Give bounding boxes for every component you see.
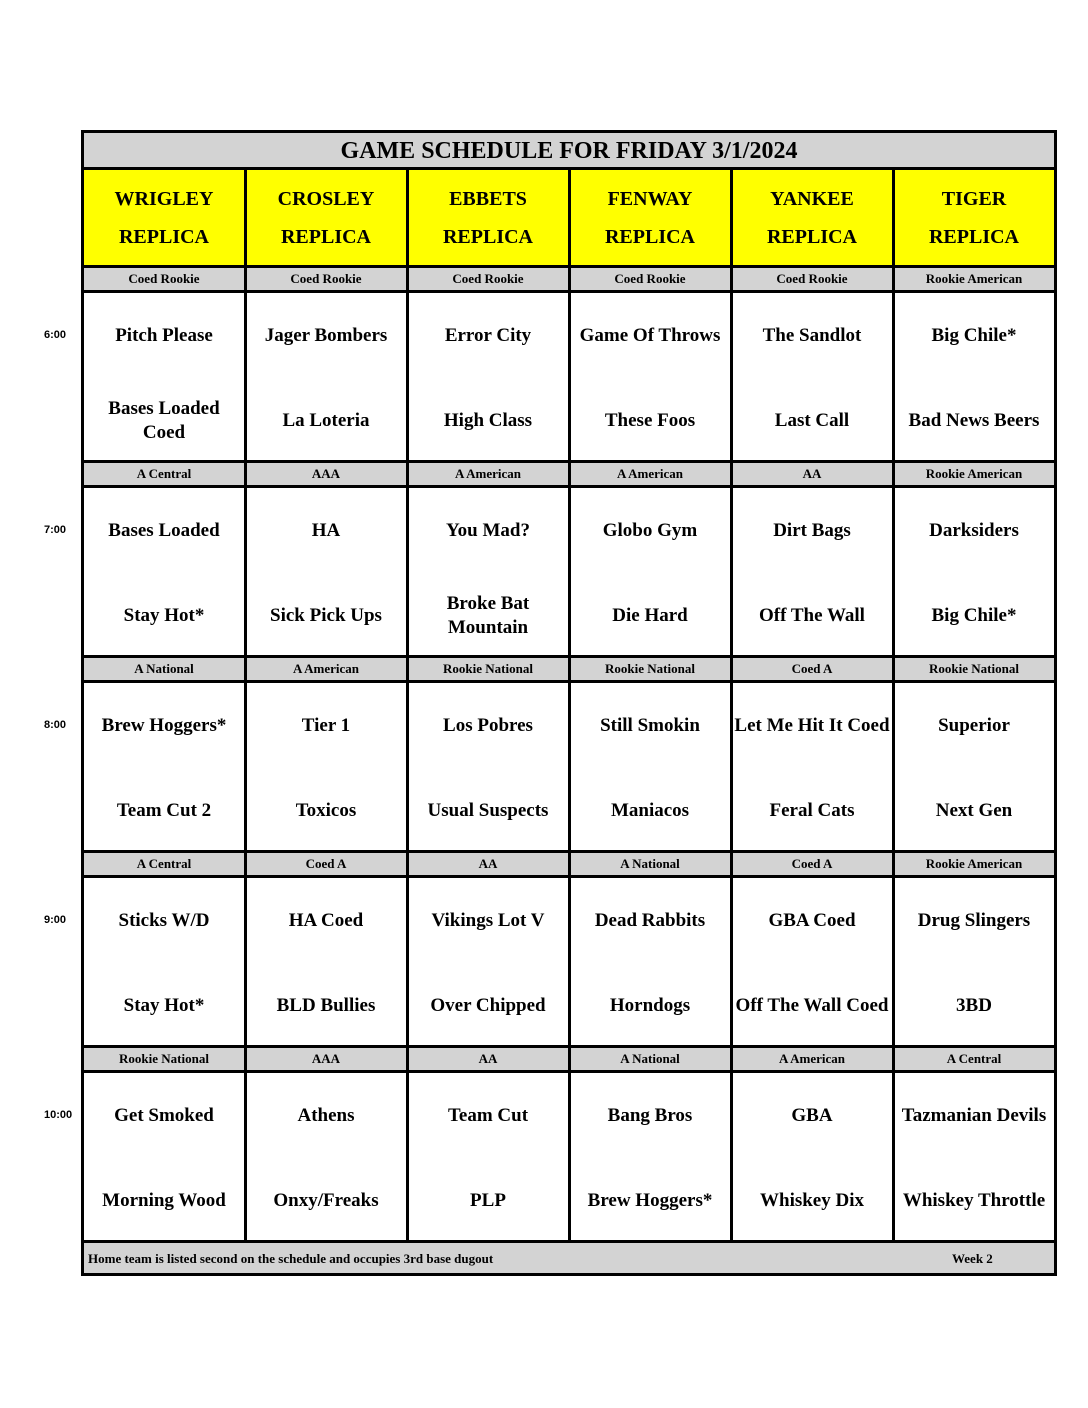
division-label: Coed Rookie [408,268,568,290]
division-label: Rookie American [894,463,1054,485]
home-team: Over Chipped [430,994,546,1016]
division-label: Coed A [732,658,892,680]
home-team: Toxicos [295,799,357,821]
time-label: 9:00 [44,914,67,926]
home-team: Next Gen [935,799,1013,821]
division-label: AA [408,1048,568,1070]
field-subtitle: REPLICA [442,225,533,248]
division-label: Rookie National [408,658,568,680]
away-team: Let Me Hit It Coed [734,714,890,736]
division-label: A American [246,658,406,680]
away-team: GBA Coed [768,909,856,931]
away-team: Drug Slingers [917,909,1031,931]
schedule-title: GAME SCHEDULE FOR FRIDAY 3/1/2024 [84,133,1054,170]
home-team: Die Hard [612,604,688,626]
division-label: A American [570,463,730,485]
division-label: Rookie National [894,658,1054,680]
away-team: Dead Rabbits [594,909,706,931]
field-name: WRIGLEY [114,187,214,210]
column-divider [730,170,733,1240]
away-team: Error City [444,324,532,346]
away-team: Pitch Please [115,324,213,346]
division-label: AA [732,463,892,485]
field-subtitle: REPLICA [604,225,695,248]
field-name: FENWAY [607,187,693,210]
field-name: YANKEE [770,187,854,210]
away-team: Big Chile* [931,324,1017,346]
field-subtitle: REPLICA [118,225,209,248]
home-team: Whiskey Dix [760,1189,864,1211]
division-label: A National [570,853,730,875]
home-team: Stay Hot* [123,604,205,626]
column-divider [406,170,409,1240]
away-team: Tazmanian Devils [901,1104,1047,1126]
away-team: Get Smoked [114,1104,214,1126]
away-team: GBA [791,1104,833,1126]
field-subtitle: REPLICA [928,225,1019,248]
away-team: The Sandlot [762,324,862,346]
home-team: Maniacos [610,799,690,821]
division-label: A American [408,463,568,485]
away-team: Still Smokin [600,714,700,736]
field-header-ebbets [408,170,568,265]
division-label: A National [570,1048,730,1070]
field-header-crosley [246,170,406,265]
away-team: Vikings Lot V [431,909,545,931]
slot-divider [84,1240,1054,1243]
home-team: Feral Cats [769,799,855,821]
footer-row [84,1240,1054,1273]
division-label: A Central [84,463,244,485]
time-label: 10:00 [44,1109,73,1121]
home-team: Usual Suspects [427,799,549,821]
division-label: AAA [246,1048,406,1070]
away-team: Globo Gym [602,519,698,541]
division-label: Rookie National [84,1048,244,1070]
division-label: A Central [894,1048,1054,1070]
field-subtitle: REPLICA [766,225,857,248]
field-subtitle: REPLICA [280,225,371,248]
field-header-fenway [570,170,730,265]
division-label: AA [408,853,568,875]
home-team: Off The Wall [759,604,865,626]
home-team: 3BD [956,994,992,1016]
away-team: Darksiders [929,519,1019,541]
away-team: Jager Bombers [264,324,388,346]
home-team: Bad News Beers [908,409,1040,431]
division-label: Rookie American [894,268,1054,290]
time-label: 6:00 [44,329,67,341]
field-header-wrigley [84,170,244,265]
away-team: Bang Bros [607,1104,693,1126]
division-label: Coed Rookie [246,268,406,290]
division-label: Rookie National [570,658,730,680]
home-team: Bases Loaded Coed [108,397,220,443]
home-team: Horndogs [609,994,691,1016]
home-team: Brew Hoggers* [587,1189,713,1211]
division-label: Coed A [732,853,892,875]
time-label: 8:00 [44,719,67,731]
home-team: Whiskey Throttle [902,1189,1046,1211]
away-team: Superior [938,714,1010,736]
column-divider [892,170,895,1240]
home-team-note: Home team is listed second on the schedule and occupies 3rd base dugout [88,1251,494,1266]
division-label: A Central [84,853,244,875]
away-team: HA [311,519,341,541]
division-label: A American [732,1048,892,1070]
home-team: Off The Wall Coed [735,994,889,1016]
home-team: La Loteria [282,409,370,431]
away-team: Brew Hoggers* [101,714,227,736]
home-team: Sick Pick Ups [270,604,382,626]
division-label: A National [84,658,244,680]
away-team: Dirt Bags [773,519,851,541]
week-label: Week 2 [952,1251,993,1266]
division-label: AAA [246,463,406,485]
schedule-table [81,130,1057,1276]
field-name: TIGER [941,187,1007,210]
home-team: Broke Bat Mountain [446,592,530,638]
field-name: CROSLEY [277,187,375,210]
column-divider [244,170,247,1240]
away-team: Sticks W/D [118,909,210,931]
home-team: High Class [443,409,533,431]
field-name: EBBETS [449,187,527,210]
away-team: HA Coed [288,909,364,931]
home-team: Morning Wood [102,1189,226,1211]
division-label: Coed Rookie [570,268,730,290]
away-team: Los Pobres [443,714,533,736]
home-team: Stay Hot* [123,994,205,1016]
division-label: Rookie American [894,853,1054,875]
division-label: Coed Rookie [732,268,892,290]
away-team: You Mad? [446,519,530,541]
home-team: PLP [470,1189,506,1211]
away-team: Tier 1 [301,714,351,736]
home-team: These Foos [604,409,696,431]
field-header-tiger [894,170,1054,265]
away-team: Bases Loaded [108,519,220,541]
division-label: Coed A [246,853,406,875]
division-label: Coed Rookie [84,268,244,290]
home-team: Big Chile* [931,604,1017,626]
time-label: 7:00 [44,524,67,536]
home-team: Last Call [774,409,850,431]
home-team: Team Cut 2 [116,799,212,821]
away-team: Team Cut [447,1104,529,1126]
home-team: BLD Bullies [276,994,376,1016]
away-team: Athens [297,1104,355,1126]
home-team: Onxy/Freaks [273,1189,379,1211]
away-team: Game Of Throws [579,324,721,346]
column-divider [568,170,571,1240]
field-header-yankee [732,170,892,265]
